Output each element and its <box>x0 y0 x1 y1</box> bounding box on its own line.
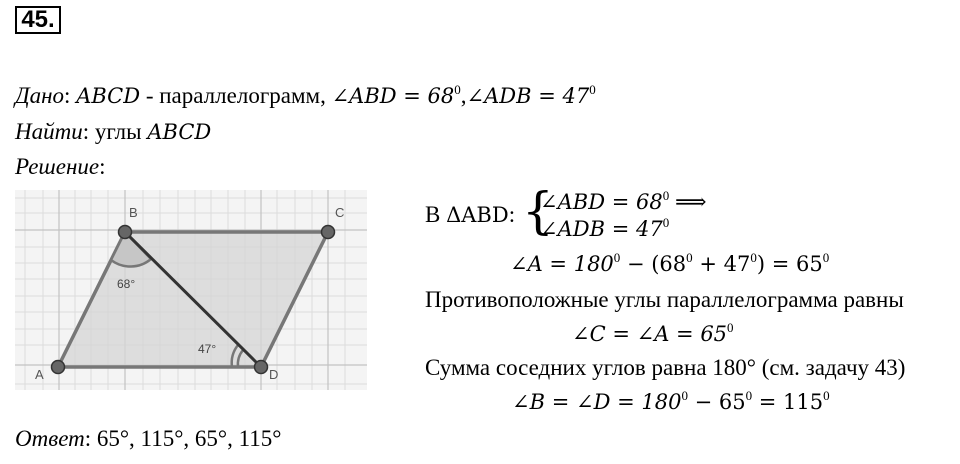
answer-colon: : <box>84 426 92 451</box>
given-figure: ABCD <box>76 84 141 108</box>
opposite-angles-text: Противоположные углы параллелограмма равны <box>425 287 904 312</box>
sys-deg-1: 0 <box>662 187 670 203</box>
angle-c-eq: ∠C = ∠A = 65 <box>572 322 728 346</box>
angle-bd-eq: ∠B = ∠D = 180 <box>512 390 682 414</box>
system-brace: { <box>522 182 554 240</box>
system-line-2 <box>540 215 669 243</box>
find-label: Найти <box>15 119 83 144</box>
sys-angle-abd: ∠ABD = 68 <box>540 190 663 214</box>
deg-a-4: 0 <box>822 249 830 265</box>
vertex-b-point <box>119 226 132 239</box>
vertex-d-point <box>255 361 268 374</box>
angle-bd-part-1: − 65 <box>687 390 746 414</box>
angle-bd-part-2: = 115 <box>752 390 824 414</box>
system-line-1 <box>540 188 707 217</box>
answer-line <box>15 425 281 453</box>
angle-bd-line <box>512 388 830 416</box>
label-a: A <box>35 367 44 382</box>
given-label: Дано <box>15 83 65 108</box>
given-line <box>15 82 596 110</box>
given-deg-1: 0 <box>454 81 461 97</box>
vertex-c-point <box>322 226 335 239</box>
find-text: углы <box>89 119 148 144</box>
deg-a-1: 0 <box>613 249 621 265</box>
given-text: - параллелограмм, <box>140 83 332 108</box>
angle-d-label: 47° <box>198 342 217 356</box>
in-prefix: В <box>425 202 447 227</box>
angle-a-part-2: + 47 <box>692 252 751 276</box>
triangle-intro <box>425 201 515 229</box>
label-c: C <box>335 205 345 220</box>
given-colon: : <box>64 83 71 108</box>
deg-c: 0 <box>727 319 734 335</box>
implies-arrow: ⟹ <box>674 190 707 215</box>
find-figure: ABCD <box>147 120 212 144</box>
angle-a-line <box>510 250 829 278</box>
adjacent-sum-text: Сумма соседних углов равна 180° (см. задачу 43) <box>425 355 906 380</box>
angle-c-line <box>572 320 734 348</box>
deg-bd-1: 0 <box>681 387 688 403</box>
problem-number: 45. <box>15 6 61 34</box>
answer-label: Ответ <box>15 426 85 451</box>
given-angle-abd: ∠ABD = 68 <box>331 84 455 108</box>
solution-label: Решение <box>15 154 100 179</box>
deg-a-2: 0 <box>686 249 693 265</box>
given-sep: , <box>460 83 467 108</box>
deg-a-3: 0 <box>750 249 757 265</box>
deg-bd-2: 0 <box>745 387 753 403</box>
find-colon: : <box>82 119 90 144</box>
angle-b-label: 68° <box>117 277 136 291</box>
parallelogram-figure <box>15 190 367 390</box>
angle-a-part-1: − (68 <box>620 252 687 276</box>
solution-line <box>15 153 106 181</box>
deg-bd-3: 0 <box>823 387 830 403</box>
angle-a-eq: ∠A = 180 <box>510 252 614 276</box>
label-b: B <box>129 205 138 220</box>
vertex-a-point <box>52 361 65 374</box>
given-angle-adb: ∠ADB = 47 <box>466 84 590 108</box>
label-d: D <box>269 367 279 382</box>
sys-deg-2: 0 <box>662 214 670 230</box>
triangle-name: ΔABD <box>446 203 509 227</box>
answer-text: 65°, 115°, 65°, 115° <box>91 426 282 451</box>
solution-colon: : <box>99 154 106 179</box>
triangle-colon: : <box>508 202 516 227</box>
angle-a-part-3: ) = 65 <box>756 252 823 276</box>
given-deg-2: 0 <box>589 81 596 97</box>
find-line <box>15 118 211 146</box>
sys-angle-adb: ∠ADB = 47 <box>540 217 663 241</box>
